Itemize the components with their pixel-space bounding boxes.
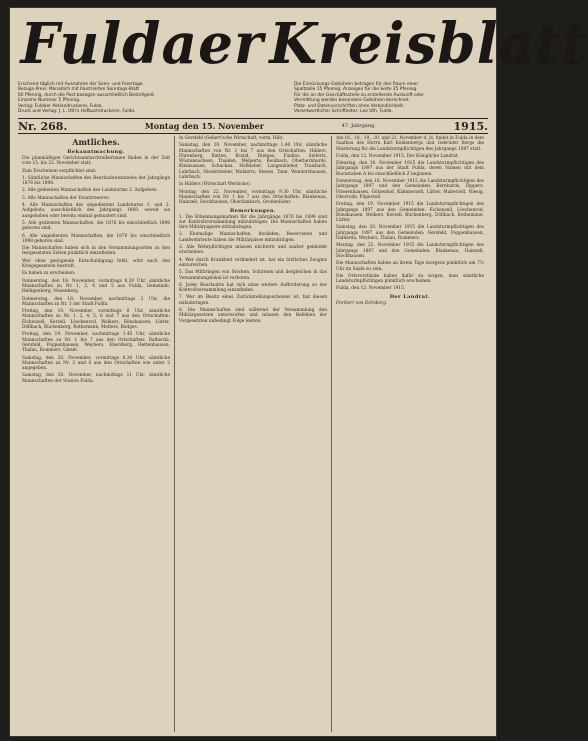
- title-right: Kreisblatt: [269, 11, 588, 77]
- advertising-line: Für die an der Geschäftsstelle zu erstellende Auskunft oder: [294, 92, 425, 98]
- issue-year: 1915.: [453, 119, 488, 133]
- paragraph: 3. Alle Mannschaften der Ersatzreserve.: [22, 195, 111, 201]
- paragraph: 5. Das Mitbringen von Stöcken, Schirmen und dergleichen in das Versammlungslokal ist verboten.: [179, 270, 327, 281]
- subscription-line: Einzelne Nummer 5 Pfennig.: [18, 98, 81, 104]
- dateline: [18, 118, 488, 134]
- paragraph: Freitag, den 19. November 1915 die Landsturmpflichtigen des Jahrgangs 1897 aus den Gemeinden: Eichenzell, Löschenrod, Rönshausen, Welkers, Kerzell, Büchenberg, Döllbach, Rothemann, Lütter.: [336, 202, 484, 224]
- paragraph: Donnerstag, den 18. November, nachmittags 2 Uhr, die Mannschaften zu Nr. 3 der Stadt Fulda.: [22, 296, 170, 307]
- paragraph: 4. Wer durch Krankheit verhindert ist, hat ein ärztliches Zeugnis einzureichen.: [179, 257, 327, 268]
- paragraph: Wer ohne genügende Entschuldigung fehlt, wird nach den Kriegsgesetzen bestraft.: [22, 258, 170, 270]
- paragraph: 7. Wer im Besitz eines Zurückstellungsscheines ist, hat diesen mitzubringen.: [179, 295, 327, 306]
- paragraph: in Gersfeld (Gellert'sche Wirtschaft, vorm. Hill).: [179, 136, 284, 141]
- paragraph: 1. Die Erkennungsmarken für die Jahrgänge 1876 bis 1898 sind zur Kontrollversammlung mitzubringen. Die Mannschaften haben ihre Militärpapiere mitzubringen.: [179, 214, 327, 231]
- paragraph: Samstag, den 20. November 1915 die Landsturmpflichtigen des Jahrgangs 1897 aus den Gemeinden: Gersfeld, Poppenhausen, Dalherda, Weyhers, Thalau, Rommerz.: [336, 225, 484, 242]
- closing-title: Der Landrat.: [389, 293, 431, 300]
- paragraph: Freitag, den 19. November, vormittags 8 Uhr, sämtliche Mannschaften zu Nr. 1, 2, 4, 5, 6 und 7 aus den Ortschaften: Eichenzell, Kerzell, Löschenrod, Welkers, Rönshausen, Lütter, Döllbach, Büchenberg, Rothemann, Melters, Rodges.: [22, 309, 170, 331]
- paragraph: 4. Alle Mannschaften des ungedienten Landsturms 1. und 2. Aufgebots, ausschließlich des Jahrgangs 1869, soweit sie ausgehoben oder bereits einmal gemustert sind.: [22, 203, 170, 219]
- paragraph: 2. Ehemalige Mannschaften, Invaliden, Reservisten und Landwehrleute haben die Militärpässe mitzubringen.: [179, 232, 327, 243]
- paragraph: Es haben zu erscheinen:: [22, 271, 76, 277]
- paragraph: 2. Alle gedienten Mannschaften des Landsturms 2. Aufgebots.: [22, 188, 158, 194]
- paragraph: 1. Sämtliche Mannschaften des Beurlaubtenstandes der Jahrgänge 1876 bis 1898.: [22, 175, 170, 187]
- masthead: [10, 8, 588, 115]
- paragraph: Dienstag, den 16. November 1915 die Landsturmpflichtigen des Jahrgangs 1897 aus der Stadt Fulda, deren Namen mit dem Buchstaben A bis einschließlich Z beginnen.: [336, 161, 484, 177]
- subscription-line: Druck und Verlag: J. L. Uth's Hofbuchdruckerei, Fulda.: [18, 109, 136, 115]
- advertising-line: Vermittlung werden besondere Gebühren berechnet.: [294, 98, 410, 104]
- column-1: [18, 136, 174, 732]
- paragraph: Am 16., 18., 19., 20. und 22. November d. Js. findet in Fulda in dem Saalbau des Herrn Karl Kohlenbergs und Gebrüder Bergs die Musterung für die Landsturmpflichtigen des Jahrgangs 1897 statt.: [336, 136, 484, 152]
- paragraph: in Hilders (Wirtschaft Wernicke).: [179, 182, 252, 188]
- advertising-line: Die Einrückungs-Gebühren betragen für den Raum einer: [294, 82, 419, 87]
- paragraph: Freitag, den 19. November, nachmittags 1.45 Uhr, sämtliche Mannschaften zu Nr. 1 bis 7 aus den Ortschaften: Dalherda, Gersfeld, Poppenhausen, Weyhers, Ebersberg, Hettenhausen, Thalau, Rommerz, Giesel.: [22, 332, 170, 354]
- paragraph: Montag, den 22. November, vormittags 9.30 Uhr, sämtliche Mannschaften von Nr. 1 bis 7 aus den Ortschaften: Blankenau, Hainzell, Stockhausen, Oberbimbach, Großenlüder.: [179, 189, 327, 206]
- section-heading: Amtliches.: [72, 137, 120, 147]
- paragraph: Samstag, den 20. November, vormittags 8.30 Uhr, sämtliche Mannschaften zu Nr. 3 und 6 aus den Ortschaften wie unter 2 angegeben.: [22, 355, 170, 372]
- column-3: [331, 136, 488, 732]
- newspaper-page: [10, 8, 588, 736]
- subscription-line: Erscheint täglich mit Ausnahme der Sonn- und Feiertage.: [18, 82, 144, 87]
- subscription-line: Bezugs-Preis: Monatlich mit Illustrierten Sonntags-Blatt: [18, 87, 140, 93]
- article-columns: [18, 136, 488, 732]
- paragraph: Fulda, den 12. November 1915.: [336, 286, 406, 292]
- masthead-title: [18, 11, 588, 77]
- paragraph: 6. Jeder Beurlaubte hat sich ohne weitere Aufforderung zu der Kontrollversammlung einzufinden.: [179, 282, 327, 294]
- remarks-heading: Bemerkungen.: [229, 207, 277, 214]
- signature: Freiherr von Dörnberg.: [336, 300, 388, 306]
- paragraph: 5. Alle gedienten Mannschaften, die 1876 bis einschließlich 1898 geboren sind.: [22, 220, 170, 232]
- paragraph: 6. Alle ungedienten Mannschaften, die 1870 bis einschließlich 1898 geboren sind.: [22, 233, 170, 244]
- paragraph: Die Ortsvorstände haben dafür zu sorgen, dass sämtliche Landsturmpflichtigen pünktlich erscheinen.: [336, 273, 484, 285]
- subscription-info: [18, 82, 214, 114]
- paragraph: Samstag, den 20. November, nachmittags 11 Uhr, sämtliche Mannschaften der Station Fulda.: [22, 373, 170, 384]
- advertising-line: Platz- und Datenvorschriften ohne Verbindlichkeit.: [294, 103, 405, 109]
- paragraph: Montag, den 22. November 1915 die Landsturmpflichtigen des Jahrgangs 1897 und den Gemeinden: Blankenau, Hainzell, Stockhausen.: [336, 243, 484, 259]
- column-2: [174, 136, 331, 732]
- paragraph: Die planmäßigen Gerichtsamtsschreiberinnen finden in der Zeit vom 15. bis 22. November statt.: [22, 156, 170, 167]
- advertising-info: [294, 82, 490, 114]
- paragraph: Donnerstag, den 18. November, vormittags 8.30 Uhr, sämtliche Mannschaften zu Nr. 1, 2, 4 und 5 aus Fulda, Gemeinde, Heiligenberg, Neuenberg.: [22, 278, 170, 295]
- notice-heading: Bekanntmachung.: [67, 149, 125, 155]
- title-left: Fuldaer: [20, 11, 264, 77]
- paragraph: 8. Die Mannschaften sind während der Versammlung den Militärgesetzen unterworfen und müssen den Befehlen der Vorgesetzten unbedingt Folge leisten.: [179, 308, 327, 324]
- issue-date: Montag den 15. November: [144, 121, 264, 131]
- subscription-line: 60 Pfennig, durch die Post bezogen ausschließlich Bestellgeld,: [18, 92, 155, 98]
- issue-number: Nr. 268.: [18, 119, 68, 133]
- paragraph: Die Mannschaften haben an ihrem Tage morgens pünktlich um 7½ Uhr im Saale zu sein.: [336, 261, 484, 272]
- paragraph: Samstag, den 20. November, nachmittags 1.40 Uhr, sämtliche Mannschaften von Nr. 1 bis 7 aus den Ortschaften: Hilders, Ehrenberg, Batten, Brand, Dietges, Findlos, Seiferts, Wüstensachsen, Thaiden, Melperts, Reulbach, Oberbernhards, Kleinsassen, Schackau, Hofbieber, Langenbieber, Traisbach, Lahrbach, Niederbieber, Mahlerts, Steens, Tann, Wendershausen, Lahrbach.: [179, 143, 327, 181]
- paragraph: Die Mannschaften haben sich in den Versammlungsorten zu den festgesetzten Zeiten pünktlich einzufinden.: [22, 246, 170, 257]
- paragraph: 3. Alle Wehrpflichtigen müssen nüchtern und sauber gekleidet erscheinen.: [179, 245, 327, 256]
- volume-number: 47. Jahrgang.: [341, 123, 376, 129]
- advertising-line: Verantwortlicher Schriftleiter: Leo Uth, Fulda.: [294, 109, 393, 115]
- subscription-line: Verlag: Fuldaer Aktiendruckerei, Fulda.: [18, 103, 103, 109]
- advertising-line: Spaltzeile 15 Pfennig. Anzeigen für die Seite 25 Pfennig.: [294, 87, 418, 93]
- paragraph: Donnerstag, den 18. November 1915 die Landsturmpflichtigen des Jahrgangs 1897 und den Gemeinden: Bernhards, Dipperz, Friesenhausen, Götzenhof, Kämmerzell, Lütter, Maberzell, Niesig, Oberrode, Pilgerzell.: [336, 179, 484, 200]
- paragraph: Fulda, den 12. November 1915. Der Königliche Landrat.: [336, 153, 460, 159]
- paragraph: Zum Erscheinen verpflichtet sind:: [22, 168, 97, 174]
